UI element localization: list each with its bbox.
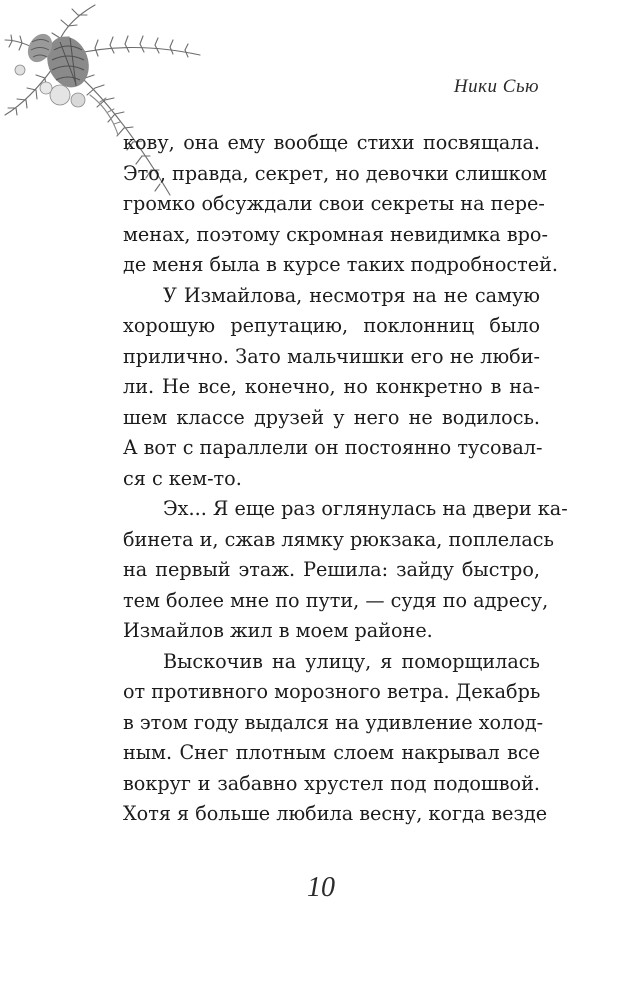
text-line: на первый этаж. Решила: зайду быстро, — [123, 558, 540, 581]
text-line: Выскочив на улицу, я поморщилась — [163, 649, 540, 673]
text-line: прилично. Зато мальчишки его не люби- — [123, 344, 540, 368]
text-line: громко обсуждали свои секреты на пере- — [123, 192, 545, 215]
text-line: бинета и, сжав лямку рюкзака, поплелась — [123, 527, 554, 551]
text-line: Это, правда, секрет, но девочки слишком — [123, 161, 547, 185]
text-line: кову, она ему вообще стихи посвящала. — [123, 131, 540, 154]
text-line: ли. Не все, конечно, но конкретно в на- — [123, 375, 540, 398]
text-line: шем классе друзей у него не водилось. — [123, 405, 540, 429]
paragraph — [123, 494, 568, 647]
paragraph — [123, 128, 558, 281]
text-line: Измайлов жил в моем районе. — [123, 619, 433, 642]
text-line: ным. Снег плотным слоем накрывал все — [123, 741, 540, 764]
text-line: хорошую репутацию, поклонниц было — [123, 314, 540, 337]
text-line: Хотя я больше любила весну, когда везде — [123, 802, 548, 825]
text-line: Эх... Я еще раз оглянулась на двери ка- — [163, 497, 568, 520]
paragraph — [123, 281, 543, 495]
text-line: У Измайлова, несмотря на не самую — [163, 283, 540, 307]
text-line: от противного морозного ветра. Декабрь — [123, 680, 541, 703]
text-line: тем более мне по пути, — судя по адресу, — [123, 588, 549, 612]
text-line: ся с кем-то. — [123, 466, 242, 490]
text-line: в этом году выдался на удивление холод- — [123, 710, 544, 734]
text-line: А вот с параллели он постоянно тусовал- — [123, 436, 543, 459]
running-header-author: Ники Сью — [453, 76, 539, 97]
text-line: де меня была в курсе таких подробностей. — [123, 253, 558, 276]
page-number: 10 — [307, 872, 335, 903]
paragraph — [123, 647, 548, 830]
text-line: менах, поэтому скромная невидимка вро- — [123, 222, 548, 246]
text-line: вокруг и забавно хрустел под подошвой. — [123, 771, 540, 795]
page-body-text — [123, 128, 568, 830]
